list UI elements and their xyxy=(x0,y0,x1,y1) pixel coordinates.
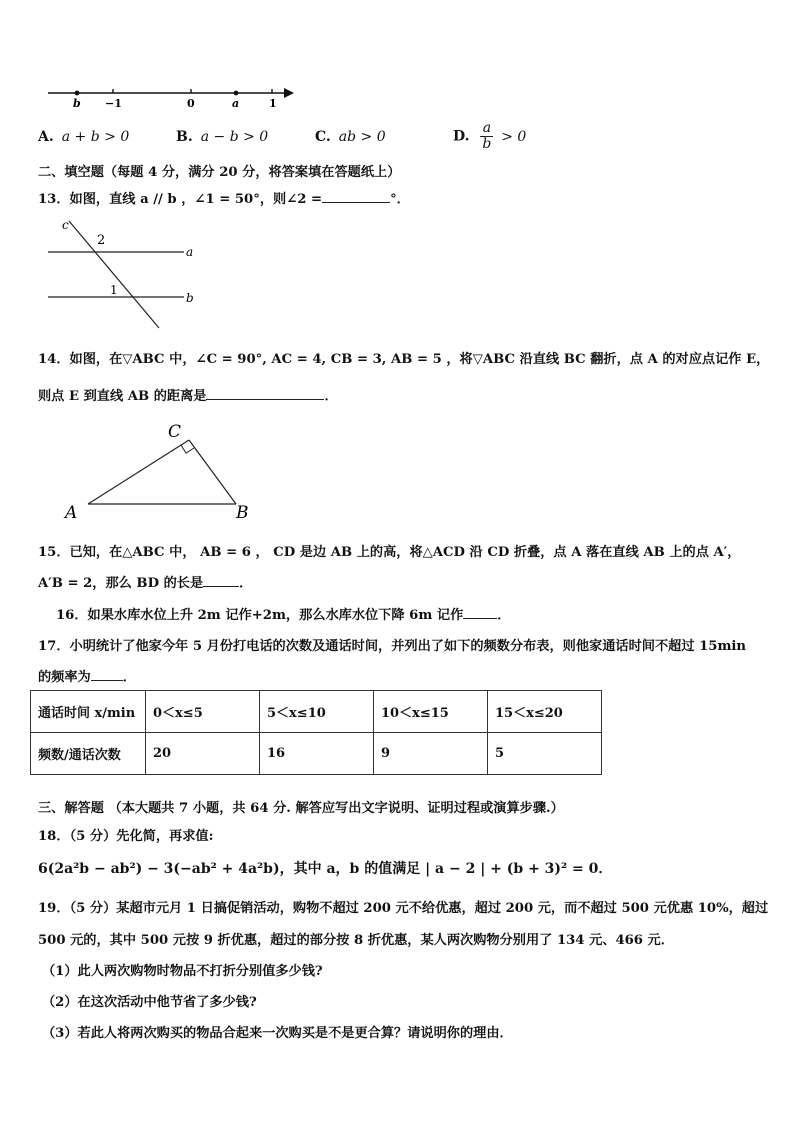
label-line-a: a xyxy=(186,245,194,259)
label-a: a xyxy=(232,97,240,110)
frequency-table xyxy=(30,690,602,775)
q16-answer-blank[interactable] xyxy=(463,618,497,619)
table-cell: 20 xyxy=(146,733,260,775)
table-header-cell: 0＜x≤5 xyxy=(146,691,260,733)
q15-line2: A′B = 2，那么 BD 的长是 ． xyxy=(38,576,253,591)
label-0: 0 xyxy=(187,97,195,110)
option-c[interactable]: C. ab > 0 xyxy=(315,129,386,145)
number-line xyxy=(40,80,300,110)
table-header-cell: 15＜x≤20 xyxy=(488,691,602,733)
q19-sub3: （3）若此人将两次购买的物品合起来一次购买是不是更合算？请说明你的理由． xyxy=(42,1026,513,1041)
label-vertex-c: C xyxy=(168,422,182,442)
label-angle-1: 1 xyxy=(110,283,118,297)
q15-line1: 15．已知，在△ABC 中， AB = 6 ， CD 是边 AB 上的高，将△ACD 沿 CD 折叠，点 A 落在直线 AB 上的点 A′， xyxy=(38,545,741,560)
section-3-title: 三、解答题 （本大题共 7 小题，共 64 分. 解答应写出文字说明、证明过程或演算步骤.） xyxy=(38,801,564,816)
table-cell: 频数/通话次数 xyxy=(31,733,146,775)
q18-title: 18．（5 分）先化简，再求值: xyxy=(38,829,214,844)
label-minus1: −1 xyxy=(105,97,122,110)
fraction-a-over-b: $\frac{a}{b}$ xyxy=(482,120,492,152)
label-vertex-a: A xyxy=(65,503,78,523)
q13-parallel-lines-figure xyxy=(44,218,204,330)
q17-line2: 的频率为 ． xyxy=(38,670,136,685)
label-1: 1 xyxy=(269,97,277,110)
q19-line2: 500 元的，其中 500 元按 9 折优惠，超过的部分按 8 折优惠，某人两次购物分别用了 134 元、466 元． xyxy=(38,933,674,948)
q16-text: 16．如果水库水位上升 2m 记作+2m，那么水库水位下降 6m 记作 ． xyxy=(56,608,511,623)
table-header-cell: 通话时间 x/min xyxy=(31,691,146,733)
q13-answer-blank[interactable] xyxy=(322,202,390,203)
label-c: c xyxy=(62,218,69,232)
q13-text: 13．如图，直线 a // b ，∠1 = 50°，则∠2 = °． xyxy=(38,192,410,207)
table-cell: 16 xyxy=(260,733,374,775)
q17-line1: 17．小明统计了他家今年 5 月份打电话的次数及通话时间，并列出了如下的频数分布表，则他家通话时间不超过 15min xyxy=(38,639,747,654)
q14-answer-blank[interactable] xyxy=(206,399,324,400)
q14-line2: 则点 E 到直线 AB 的距离是 ． xyxy=(38,389,338,404)
table-cell: 9 xyxy=(374,733,488,775)
label-angle-2: 2 xyxy=(97,233,106,248)
q14-triangle-figure xyxy=(60,418,260,526)
table-header-cell: 10＜x≤15 xyxy=(374,691,488,733)
q15-answer-blank[interactable] xyxy=(203,586,239,587)
table-header-cell: 5＜x≤10 xyxy=(260,691,374,733)
option-a[interactable]: A. a + b > 0 xyxy=(38,129,130,145)
q19-line1: 19．（5 分）某超市元月 1 日搞促销活动，购物不超过 200 元不给优惠，超过 200 元，而不超过 500 元优惠 10%，超过 xyxy=(38,901,769,916)
q19-sub1: （1）此人两次购物时物品不打折分别值多少钱? xyxy=(42,964,323,979)
label-line-b: b xyxy=(186,291,194,305)
table-row xyxy=(31,691,602,733)
table-row xyxy=(31,733,602,775)
q14-line1: 14．如图，在▽ABC 中，∠C = 90°, AC = 4, CB = 3, AB = 5 ，将▽ABC 沿直线 BC 翻折，点 A 的对应点记作 E， xyxy=(38,352,770,367)
q19-sub2: （2）在这次活动中他节省了多少钱? xyxy=(42,995,257,1010)
label-vertex-b: B xyxy=(236,503,249,523)
option-d[interactable]: D. $\frac{a}{b}$ > 0 xyxy=(453,120,527,152)
q17-answer-blank[interactable] xyxy=(91,680,123,681)
table-cell: 5 xyxy=(488,733,602,775)
label-b: b xyxy=(73,97,81,110)
option-b[interactable]: B. a − b > 0 xyxy=(176,129,269,145)
section-2-title: 二、填空题（每题 4 分，满分 20 分，将答案填在答题纸上） xyxy=(38,165,401,180)
q18-expression: 6(2a²b − ab²) − 3(−ab² + 4a²b)，其中 a，b 的值满足 | a − 2 | + (b + 3)² = 0． xyxy=(38,861,613,877)
